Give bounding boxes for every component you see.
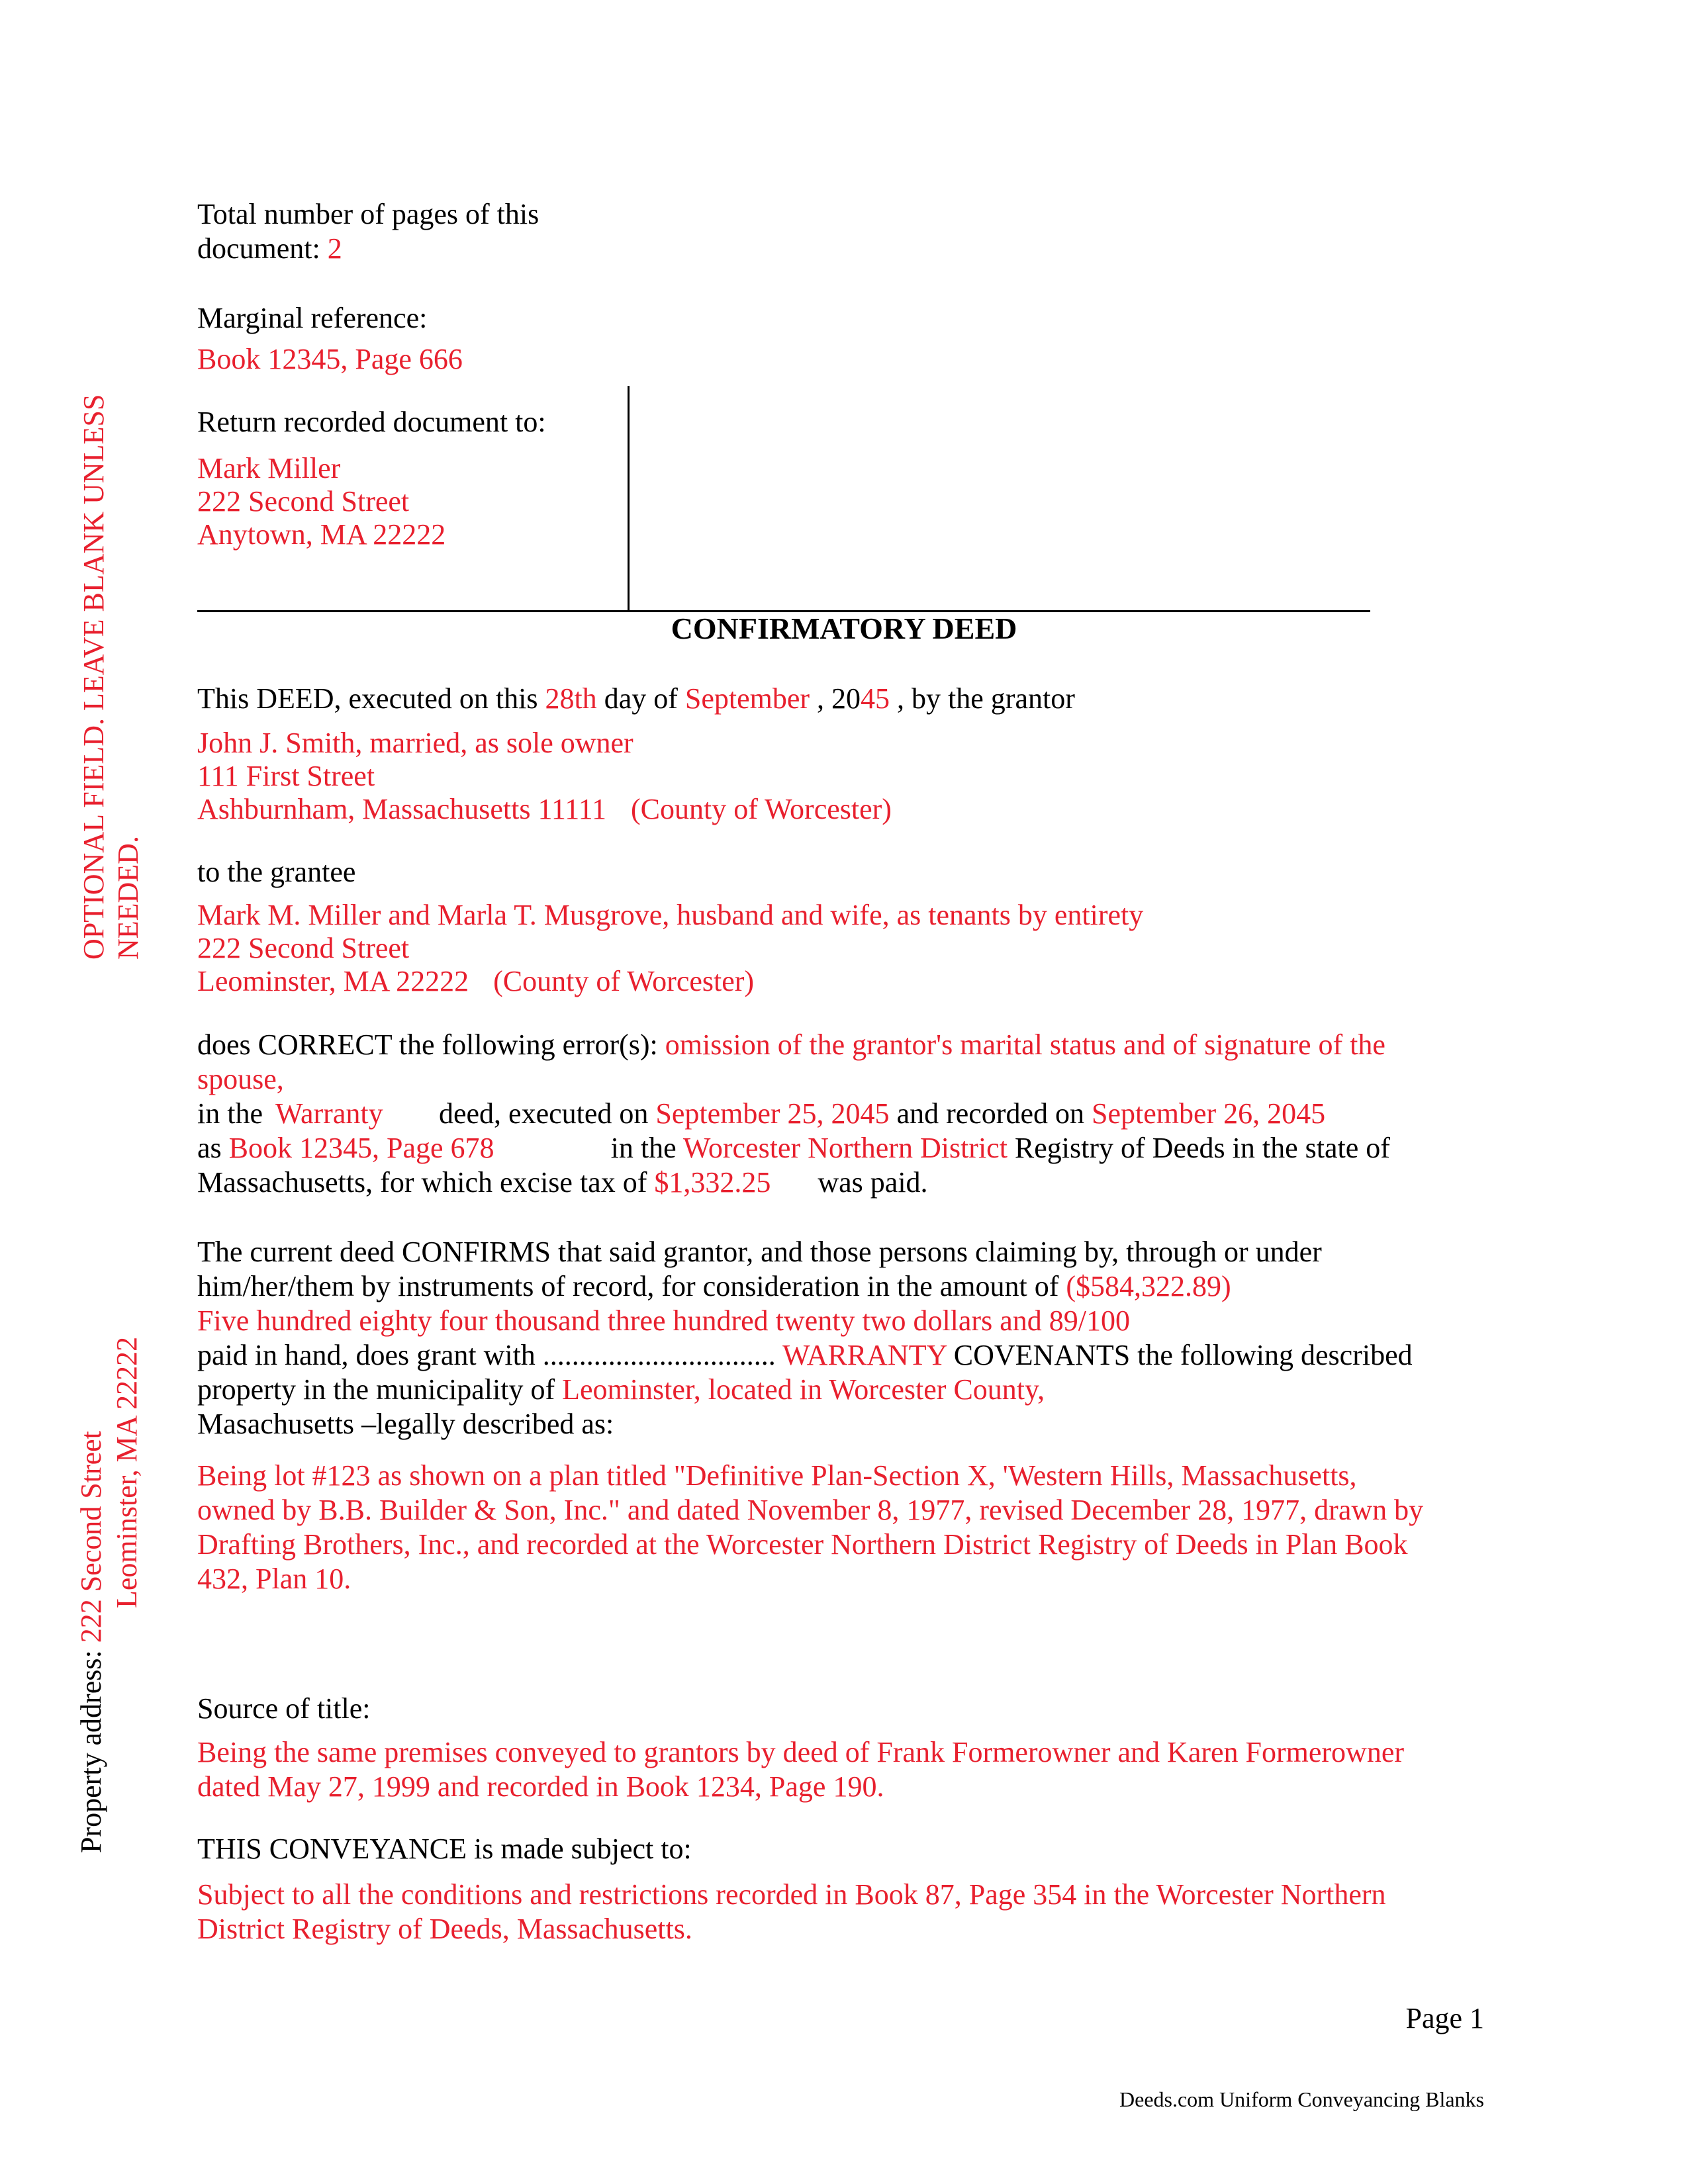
consideration-words: Five hundred eighty four thousand three hundred twenty two dollars and 89/100 <box>197 1304 1130 1337</box>
property-street: 222 Second Street <box>75 1431 107 1643</box>
intro-line: This DEED, executed on this 28th day of September , 2045 , by the grantor <box>197 682 1075 715</box>
executed-date: September 25, 2045 <box>655 1097 890 1130</box>
grantor-street: 111 First Street <box>197 760 375 792</box>
deed-year: 45 <box>861 682 890 715</box>
optional-field-note-2: NEEDED. <box>112 836 144 960</box>
legal-description-line-1: Being lot #123 as shown on a plan titled "Definitive Plan-Section X, 'Western Hills, Massachusetts, <box>197 1459 1357 1492</box>
optional-field-note-1: OPTIONAL FIELD. LEAVE BLANK UNLESS <box>77 394 110 960</box>
pages-label-1: Total number of pages of this <box>197 198 539 230</box>
return-name: Mark Miller <box>197 452 341 484</box>
covenant-type: WARRANTY <box>782 1339 947 1371</box>
footer-brand: Deeds.com Uniform Conveyancing Blanks <box>1119 2087 1484 2111</box>
conveyance-line-2: District Registry of Deeds, Massachusetts. <box>197 1913 692 1945</box>
excise-tax: $1,332.25 <box>654 1166 771 1199</box>
source-line-2: dated May 27, 1999 and recorded in Book 1234, Page 190. <box>197 1770 884 1803</box>
confirms-line-4: paid in hand, does grant with ................................ WARRANTY COVENANTS the following described <box>197 1339 1413 1371</box>
pages-value: 2 <box>327 232 342 265</box>
deed-day: 28th <box>545 682 597 715</box>
confirms-line-6: Masachusetts –legally described as: <box>197 1408 614 1440</box>
confirms-line-2: him/her/them by instruments of record, for consideration in the amount of ($584,322.89) <box>197 1270 1231 1302</box>
grantor-county: (County of Worcester) <box>630 793 892 825</box>
header-vertical-rule <box>628 386 630 612</box>
correct-line-3: in the Warranty deed, executed on September 25, 2045 and recorded on September 26, 2045 <box>197 1097 1326 1130</box>
conveyance-label: THIS CONVEYANCE is made subject to: <box>197 1833 692 1865</box>
grantor-name: John J. Smith, married, as sole owner <box>197 727 633 759</box>
grantee-county: (County of Worcester) <box>493 965 755 997</box>
property-address-line-1: Property address: 222 Second Street <box>75 1431 107 1853</box>
correct-line-1: does CORRECT the following error(s): omission of the grantor's marital status and of signature of the <box>197 1028 1385 1061</box>
return-city: Anytown, MA 22222 <box>197 518 446 551</box>
recorded-date: September 26, 2045 <box>1091 1097 1326 1130</box>
marginal-label: Marginal reference: <box>197 302 428 334</box>
grantee-street: 222 Second Street <box>197 932 410 964</box>
grantee-name: Mark M. Miller and Marla T. Musgrove, husband and wife, as tenants by entirety <box>197 899 1144 931</box>
grantee-city-line: Leominster, MA 22222 (County of Worcester) <box>197 965 755 997</box>
registry-district: Worcester Northern District <box>682 1132 1008 1164</box>
legal-description-line-4: 432, Plan 10. <box>197 1563 352 1595</box>
marginal-value: Book 12345, Page 666 <box>197 343 463 375</box>
property-city: Leominster, MA 22222 <box>111 1336 143 1608</box>
conveyance-line-1: Subject to all the conditions and restrictions recorded in Book 87, Page 354 in the Worcester Northern <box>197 1878 1386 1911</box>
municipality: Leominster, located in Worcester County, <box>562 1373 1045 1406</box>
confirms-line-5: property in the municipality of Leominster, located in Worcester County, <box>197 1373 1045 1406</box>
correct-line-5: Massachusetts, for which excise tax of $1,332.25 was paid. <box>197 1166 928 1199</box>
return-label: Return recorded document to: <box>197 406 546 438</box>
return-street: 222 Second Street <box>197 485 410 518</box>
legal-description-line-2: owned by B.B. Builder & Son, Inc." and dated November 8, 1977, revised December 28, 1977, drawn by <box>197 1494 1424 1526</box>
document-title: CONFIRMATORY DEED <box>671 612 1017 645</box>
source-label: Source of title: <box>197 1692 371 1725</box>
pages-label-2: document: 2 <box>197 232 342 265</box>
error-description: omission of the grantor's marital status and of signature of the <box>665 1028 1385 1061</box>
grantor-city-line: Ashburnham, Massachusetts 11111 (County of Worcester) <box>197 793 892 825</box>
grantee-label: to the grantee <box>197 856 356 888</box>
confirms-line-1: The current deed CONFIRMS that said grantor, and those persons claiming by, through or under <box>197 1236 1322 1268</box>
correct-line-4: as Book 12345, Page 678 in the Worcester Northern District Registry of Deeds in the state of <box>197 1132 1390 1164</box>
source-line-1: Being the same premises conveyed to grantors by deed of Frank Formerowner and Karen Formerowner <box>197 1736 1405 1768</box>
page-number: Page 1 <box>1405 2002 1484 2034</box>
consideration-amount: ($584,322.89) <box>1066 1270 1231 1302</box>
prior-book-page: Book 12345, Page 678 <box>228 1132 494 1164</box>
deed-month: September <box>684 682 810 715</box>
legal-description-line-3: Drafting Brothers, Inc., and recorded at the Worcester Northern District Registry of Deeds in Plan Book <box>197 1528 1408 1561</box>
deed-type: Warranty <box>275 1097 383 1130</box>
error-description-2: spouse, <box>197 1063 284 1095</box>
